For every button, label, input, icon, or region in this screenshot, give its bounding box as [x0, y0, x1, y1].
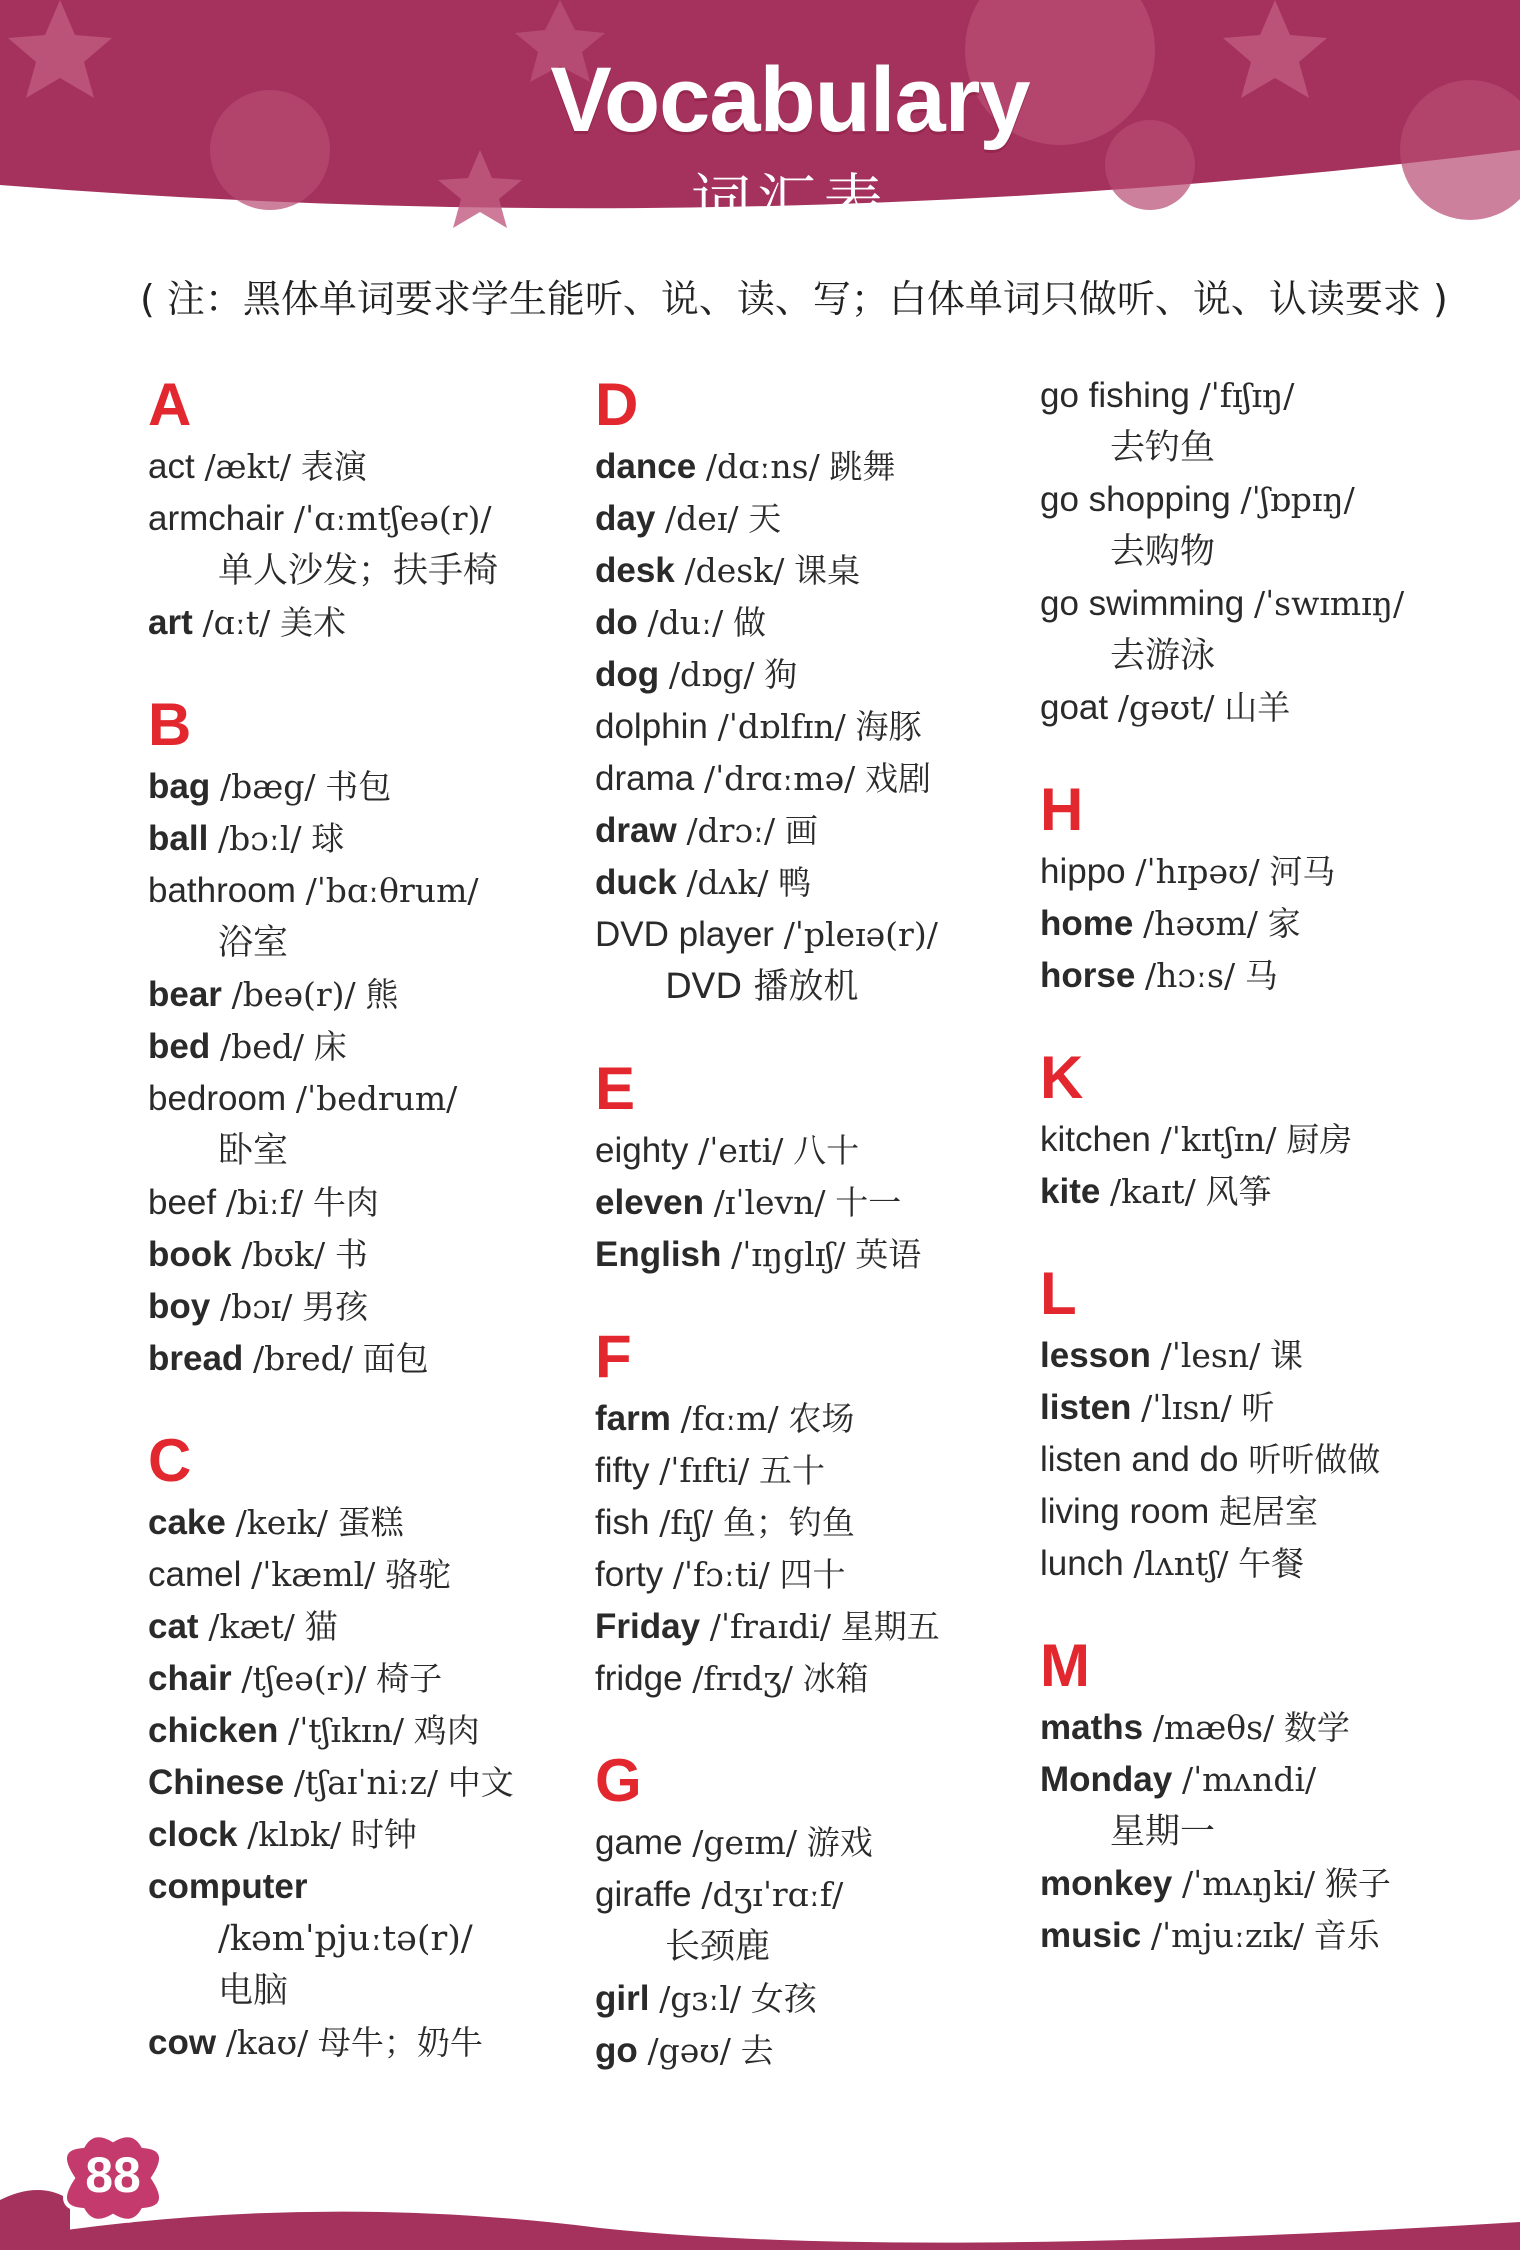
vocab-meaning: 十一	[835, 1183, 902, 1222]
vocab-phonetic: /ˈbɑːθrum/	[305, 871, 479, 910]
vocab-meaning: 床	[313, 1027, 347, 1066]
vocab-entry	[595, 1869, 940, 1921]
vocab-word: DVD player	[595, 915, 774, 954]
vocab-entry	[1040, 1538, 1404, 1590]
vocab-word: forty	[595, 1555, 664, 1594]
vocab-meaning: 面包	[362, 1339, 429, 1378]
letter-group	[148, 1429, 514, 2069]
section-letter: M	[1040, 1632, 1090, 1699]
vocab-meaning: 女孩	[750, 1979, 817, 2018]
vocab-entry	[595, 701, 940, 753]
vocab-word: Chinese	[148, 1763, 285, 1802]
vocab-word: Friday	[595, 1607, 701, 1646]
vocab-entry	[1040, 1114, 1404, 1166]
vocab-phonetic: /ˈswɪmɪŋ/	[1253, 584, 1405, 623]
vocab-entry	[148, 1497, 514, 1549]
vocab-word: desk	[595, 551, 675, 590]
vocab-phonetic: /ˈʃɒpɪŋ/	[1240, 480, 1355, 519]
vocab-meaning: 课桌	[794, 551, 861, 590]
vocab-meaning: 猫	[304, 1607, 338, 1646]
vocab-word: dance	[595, 447, 697, 486]
vocab-entry	[1040, 950, 1404, 1002]
vocab-word: chair	[148, 1659, 232, 1698]
vocab-word: cake	[148, 1503, 226, 1542]
vocab-entry	[595, 1549, 940, 1601]
vocab-phonetic: /geɪm/	[692, 1823, 798, 1862]
vocab-entry	[148, 1073, 514, 1125]
vocab-phonetic: /kæt/	[208, 1607, 295, 1646]
vocab-phonetic: /duː/	[647, 603, 724, 642]
vocab-entry	[148, 493, 514, 545]
vocab-phonetic: /fɑːm/	[680, 1399, 779, 1438]
vocab-word: English	[595, 1235, 722, 1274]
section-letter: C	[148, 1427, 192, 1494]
section-letter: A	[148, 371, 192, 438]
vocab-meaning: 去	[740, 2031, 774, 2070]
vocab-phonetic: /frɪdʒ/	[692, 1659, 793, 1698]
vocab-phonetic: /deɪ/	[665, 499, 739, 538]
vocab-phonetic: /fɪʃ/	[659, 1503, 714, 1542]
vocab-continuation: 卧室	[218, 1131, 289, 1171]
vocab-word: cow	[148, 2023, 217, 2062]
vocab-entry	[595, 597, 940, 649]
vocab-phonetic: /tʃaɪˈniːz/	[293, 1763, 438, 1802]
vocab-entry	[148, 1333, 514, 1385]
vocab-column-3	[1040, 370, 1404, 2006]
vocab-entry	[595, 1817, 940, 1869]
vocab-meaning: 马	[1244, 956, 1278, 995]
vocab-entry	[1040, 1486, 1404, 1538]
letter-group	[1040, 1262, 1404, 1590]
vocab-meaning: 美术	[279, 603, 346, 642]
vocab-word: home	[1040, 904, 1134, 943]
vocab-word: bed	[148, 1027, 211, 1066]
vocab-phonetic: /mæθs/	[1152, 1708, 1275, 1747]
vocab-phonetic: /həʊm/	[1143, 904, 1258, 943]
letter-group	[148, 373, 514, 649]
vocab-entry	[595, 1653, 940, 1705]
vocab-word: hippo	[1040, 852, 1126, 891]
vocab-phonetic: /ɪˈlevn/	[713, 1183, 826, 1222]
vocab-word: dolphin	[595, 707, 708, 746]
vocab-entry	[595, 1229, 940, 1281]
vocab-phonetic: /ˈkæml/	[251, 1555, 376, 1594]
vocab-entry	[1040, 370, 1404, 422]
vocab-word: ball	[148, 819, 209, 858]
vocab-word: go	[595, 2031, 638, 2070]
vocab-continuation: 去购物	[1110, 532, 1216, 572]
vocab-phonetic: /bʊk/	[241, 1235, 326, 1274]
vocab-meaning: 书包	[325, 767, 392, 806]
vocab-phonetic: /hɔːs/	[1145, 956, 1236, 995]
vocab-word: camel	[148, 1555, 242, 1594]
vocab-continuation: 电脑	[218, 1971, 289, 2011]
vocab-meaning: 跳舞	[829, 447, 896, 486]
vocab-phonetic: /desk/	[684, 551, 785, 590]
vocab-word: eighty	[595, 1131, 689, 1170]
vocab-phonetic: /ˈɑːmtʃeə(r)/	[293, 499, 492, 538]
page-number: 88	[85, 2147, 141, 2203]
letter-group	[1040, 1046, 1404, 1218]
vocab-entry	[595, 805, 940, 857]
vocab-meaning: 鸭	[778, 863, 812, 902]
vocab-word: fifty	[595, 1451, 650, 1490]
section-letter: H	[1040, 776, 1084, 843]
vocab-word: do	[595, 603, 638, 642]
vocab-phonetic: /ˈlɪsn/	[1141, 1388, 1232, 1427]
vocab-phonetic: /drɔː/	[686, 811, 776, 850]
vocab-phonetic: /dɑːns/	[705, 447, 820, 486]
section-letter: B	[148, 691, 192, 758]
vocab-entry	[595, 1445, 940, 1497]
vocab-meaning: 五十	[759, 1451, 826, 1490]
vocab-word: listen	[1040, 1388, 1132, 1427]
vocab-phonetic: /keɪk/	[235, 1503, 328, 1542]
vocab-entry	[595, 1393, 940, 1445]
vocab-entry	[595, 1973, 940, 2025]
vocab-meaning: 听听做做	[1248, 1440, 1381, 1479]
letter-group	[595, 373, 940, 1013]
vocab-phonetic: /bed/	[219, 1027, 304, 1066]
vocab-meaning: 鸡肉	[413, 1711, 480, 1750]
vocab-entry	[595, 2025, 940, 2077]
letter-group	[595, 1749, 940, 2077]
vocab-phonetic: /ˈhɪpəʊ/	[1135, 852, 1260, 891]
vocab-phonetic: /ˈfɔːti/	[672, 1555, 770, 1594]
vocab-entry	[1040, 1702, 1404, 1754]
footer-decoration	[0, 2110, 1520, 2250]
vocab-entry	[148, 597, 514, 649]
vocab-word: go fishing	[1040, 376, 1190, 415]
vocab-continuation: 单人沙发；扶手椅	[218, 551, 499, 591]
vocab-entry	[1040, 474, 1404, 526]
vocab-phonetic: /ˈmʌŋki/	[1182, 1864, 1316, 1903]
vocab-word: go swimming	[1040, 584, 1245, 623]
vocab-entry	[148, 1229, 514, 1281]
vocab-entry	[148, 1177, 514, 1229]
vocab-phonetic: /kaʊ/	[225, 2023, 309, 2062]
vocab-column-1	[148, 365, 514, 2113]
vocab-word: Monday	[1040, 1760, 1173, 1799]
vocab-word: horse	[1040, 956, 1136, 995]
vocab-meaning: 表演	[300, 447, 367, 486]
vocab-word: kitchen	[1040, 1120, 1151, 1159]
vocab-word: day	[595, 499, 656, 538]
vocab-meaning: 狗	[764, 655, 798, 694]
vocab-word: bear	[148, 975, 222, 1014]
vocab-entry	[1040, 846, 1404, 898]
vocab-meaning: 书	[334, 1235, 368, 1274]
vocab-meaning: 牛肉	[312, 1183, 379, 1222]
vocab-entry	[595, 545, 940, 597]
vocab-word: draw	[595, 811, 677, 850]
vocab-meaning: 母牛；奶牛	[317, 2023, 483, 2062]
vocab-phonetic: /dɒg/	[668, 655, 755, 694]
vocab-phonetic: /ˈbedrum/	[295, 1079, 458, 1118]
vocab-phonetic: /ækt/	[204, 447, 291, 486]
vocab-column-2	[595, 365, 940, 2121]
vocab-meaning: 骆驼	[385, 1555, 452, 1594]
vocab-entry	[148, 969, 514, 1021]
vocab-word: game	[595, 1823, 683, 1862]
vocab-phonetic: /ˈdrɑːmə/	[703, 759, 856, 798]
vocab-meaning: 男孩	[302, 1287, 369, 1326]
vocab-meaning: 中文	[447, 1763, 514, 1802]
letter-group	[1040, 370, 1404, 734]
vocab-meaning: 鱼；钓鱼	[722, 1503, 855, 1542]
vocab-phonetic: /ˈdɒlfɪn/	[717, 707, 846, 746]
vocab-meaning: 数学	[1283, 1708, 1350, 1747]
vocab-word: cat	[148, 1607, 199, 1646]
vocab-meaning: 厨房	[1286, 1120, 1353, 1159]
vocab-entry	[148, 2017, 514, 2069]
vocab-phonetic: /ˈfɪʃɪŋ/	[1199, 376, 1295, 415]
vocab-meaning: 午餐	[1238, 1544, 1305, 1583]
vocab-entry	[148, 1757, 514, 1809]
vocab-phonetic: /dʌk/	[686, 863, 769, 902]
vocab-continuation: DVD 播放机	[665, 967, 859, 1007]
vocab-phonetic: /dʒɪˈrɑːf/	[701, 1875, 844, 1914]
vocab-word: book	[148, 1235, 232, 1274]
vocab-meaning: 山羊	[1224, 688, 1291, 727]
vocab-word: go shopping	[1040, 480, 1231, 519]
vocab-word: monkey	[1040, 1864, 1173, 1903]
vocab-entry	[148, 1809, 514, 1861]
vocab-entry	[1040, 1382, 1404, 1434]
vocab-word: bag	[148, 767, 211, 806]
vocab-meaning: 课	[1269, 1336, 1303, 1375]
vocab-entry	[595, 753, 940, 805]
vocab-entry	[148, 1705, 514, 1757]
vocab-entry	[148, 761, 514, 813]
vocab-word: duck	[595, 863, 677, 902]
vocab-meaning: 听	[1241, 1388, 1275, 1427]
vocab-word: lunch	[1040, 1544, 1124, 1583]
vocab-continuation: /kəmˈpjuːtə(r)/	[218, 1919, 473, 1959]
vocab-meaning: 河马	[1269, 852, 1336, 891]
vocab-phonetic: /ˈɪŋglɪʃ/	[731, 1235, 846, 1274]
section-letter: F	[595, 1323, 632, 1390]
vocab-word: act	[148, 447, 195, 486]
vocab-phonetic: /bɔːl/	[218, 819, 302, 858]
vocab-entry	[595, 441, 940, 493]
vocab-word: computer	[148, 1867, 308, 1906]
vocab-word: music	[1040, 1916, 1142, 1955]
vocab-entry	[595, 1601, 940, 1653]
vocab-entry	[595, 909, 940, 961]
vocab-entry	[595, 1177, 940, 1229]
vocab-word: drama	[595, 759, 695, 798]
vocab-meaning: 八十	[793, 1131, 860, 1170]
vocab-meaning: 球	[311, 819, 345, 858]
usage-note: ( 注：黑体单词要求学生能听、说、读、写；白体单词只做听、说、认读要求 )	[140, 277, 1448, 321]
vocab-word: chicken	[148, 1711, 279, 1750]
page-subtitle: 词汇表	[691, 168, 889, 238]
section-letter: K	[1040, 1044, 1084, 1111]
vocab-phonetic: /bæg/	[219, 767, 316, 806]
letter-group	[1040, 778, 1404, 1002]
vocab-entry	[148, 1281, 514, 1333]
vocab-meaning: 音乐	[1313, 1916, 1380, 1955]
vocab-meaning: 风筝	[1205, 1172, 1272, 1211]
vocab-phonetic: /bred/	[253, 1339, 353, 1378]
vocab-meaning: 星期五	[840, 1607, 940, 1646]
vocab-continuation: 浴室	[218, 923, 289, 963]
vocab-phonetic: /ˈkɪtʃɪn/	[1160, 1120, 1277, 1159]
vocab-phonetic: /klɒk/	[247, 1815, 342, 1854]
vocab-entry	[1040, 682, 1404, 734]
letter-group	[595, 1057, 940, 1281]
vocab-phonetic: /ɑːt/	[202, 603, 271, 642]
vocab-entry	[148, 1549, 514, 1601]
vocab-phonetic: /ˈfraɪdi/	[709, 1607, 831, 1646]
letter-group	[1040, 1634, 1404, 1962]
vocab-entry	[148, 1653, 514, 1705]
vocab-meaning: 英语	[855, 1235, 922, 1274]
vocab-phonetic: /gəʊt/	[1117, 688, 1215, 727]
vocab-meaning: 椅子	[376, 1659, 443, 1698]
vocab-entry	[1040, 1858, 1404, 1910]
vocab-phonetic: /ˈlesn/	[1160, 1336, 1261, 1375]
vocab-entry	[595, 649, 940, 701]
vocab-entry	[1040, 1910, 1404, 1962]
vocab-continuation: 长颈鹿	[665, 1927, 771, 1967]
vocab-phonetic: /ˈmjuːzɪk/	[1150, 1916, 1305, 1955]
footer-band	[0, 2110, 1520, 2250]
vocab-phonetic: /tʃeə(r)/	[241, 1659, 367, 1698]
letter-group	[595, 1325, 940, 1705]
vocab-phonetic: /beə(r)/	[231, 975, 356, 1014]
vocab-continuation: 去游泳	[1110, 636, 1216, 676]
vocab-entry	[1040, 1434, 1404, 1486]
vocab-phonetic: /kaɪt/	[1110, 1172, 1196, 1211]
vocab-entry	[148, 865, 514, 917]
vocab-phonetic: /lʌntʃ/	[1133, 1544, 1229, 1583]
vocab-word: living room	[1040, 1492, 1210, 1531]
vocab-phonetic: /gəʊ/	[647, 2031, 731, 2070]
vocab-meaning: 起居室	[1218, 1492, 1318, 1531]
vocab-entry	[148, 1601, 514, 1653]
vocab-meaning: 猴子	[1324, 1864, 1391, 1903]
vocab-entry	[595, 1497, 940, 1549]
vocab-meaning: 画	[784, 811, 818, 850]
vocab-phonetic: /biːf/	[225, 1183, 304, 1222]
vocab-meaning: 海豚	[855, 707, 922, 746]
vocab-word: beef	[148, 1183, 217, 1222]
vocab-word: bathroom	[148, 871, 296, 910]
vocab-word: armchair	[148, 499, 285, 538]
vocab-word: bedroom	[148, 1079, 287, 1118]
vocab-phonetic: /ˈpleɪə(r)/	[783, 915, 938, 954]
vocab-meaning: 熊	[365, 975, 399, 1014]
vocab-word: farm	[595, 1399, 671, 1438]
vocab-entry	[1040, 1754, 1404, 1806]
vocab-word: kite	[1040, 1172, 1101, 1211]
vocab-word: dog	[595, 655, 660, 694]
vocab-entry	[595, 857, 940, 909]
vocab-phonetic: /ˈtʃɪkɪn/	[288, 1711, 404, 1750]
vocab-entry	[148, 1021, 514, 1073]
vocab-meaning: 天	[748, 499, 782, 538]
letter-group	[148, 693, 514, 1385]
vocab-meaning: 戏剧	[864, 759, 931, 798]
vocab-word: lesson	[1040, 1336, 1151, 1375]
vocab-meaning: 农场	[788, 1399, 855, 1438]
vocab-entry	[595, 1125, 940, 1177]
vocab-meaning: 时钟	[350, 1815, 417, 1854]
vocab-word: art	[148, 603, 193, 642]
vocab-continuation: 星期一	[1110, 1812, 1216, 1852]
vocab-word: fish	[595, 1503, 650, 1542]
vocab-meaning: 游戏	[806, 1823, 873, 1862]
vocab-entry	[148, 1861, 514, 1913]
vocab-entry	[1040, 578, 1404, 630]
vocab-entry	[148, 441, 514, 493]
section-letter: G	[595, 1747, 642, 1814]
vocab-word: bread	[148, 1339, 244, 1378]
vocab-continuation: 去钓鱼	[1110, 428, 1216, 468]
vocab-meaning: 蛋糕	[337, 1503, 404, 1542]
section-letter: D	[595, 371, 639, 438]
vocab-meaning: 冰箱	[802, 1659, 869, 1698]
page-title: Vocabulary	[550, 49, 1030, 151]
vocab-meaning: 家	[1267, 904, 1301, 943]
vocab-meaning: 做	[732, 603, 766, 642]
vocab-phonetic: /bɔɪ/	[219, 1287, 293, 1326]
vocab-phonetic: /ˈfɪfti/	[659, 1451, 750, 1490]
vocab-phonetic: /ˈmʌndi/	[1181, 1760, 1317, 1799]
vocab-phonetic: /gɜːl/	[659, 1979, 742, 2018]
vocab-entry	[148, 813, 514, 865]
vocab-word: boy	[148, 1287, 211, 1326]
vocab-word: fridge	[595, 1659, 683, 1698]
vocab-word: clock	[148, 1815, 238, 1854]
vocab-entry	[595, 493, 940, 545]
vocab-word: goat	[1040, 688, 1109, 727]
vocab-word: maths	[1040, 1708, 1144, 1747]
vocab-word: listen and do	[1040, 1440, 1239, 1479]
vocab-entry	[1040, 1166, 1404, 1218]
vocab-entry	[1040, 898, 1404, 950]
vocab-meaning: 四十	[779, 1555, 846, 1594]
vocab-phonetic: /ˈeɪti/	[698, 1131, 784, 1170]
vocab-word: girl	[595, 1979, 650, 2018]
vocab-word: giraffe	[595, 1875, 692, 1914]
vocab-word: eleven	[595, 1183, 704, 1222]
section-letter: E	[595, 1055, 636, 1122]
section-letter: L	[1040, 1260, 1077, 1327]
vocab-entry	[1040, 1330, 1404, 1382]
